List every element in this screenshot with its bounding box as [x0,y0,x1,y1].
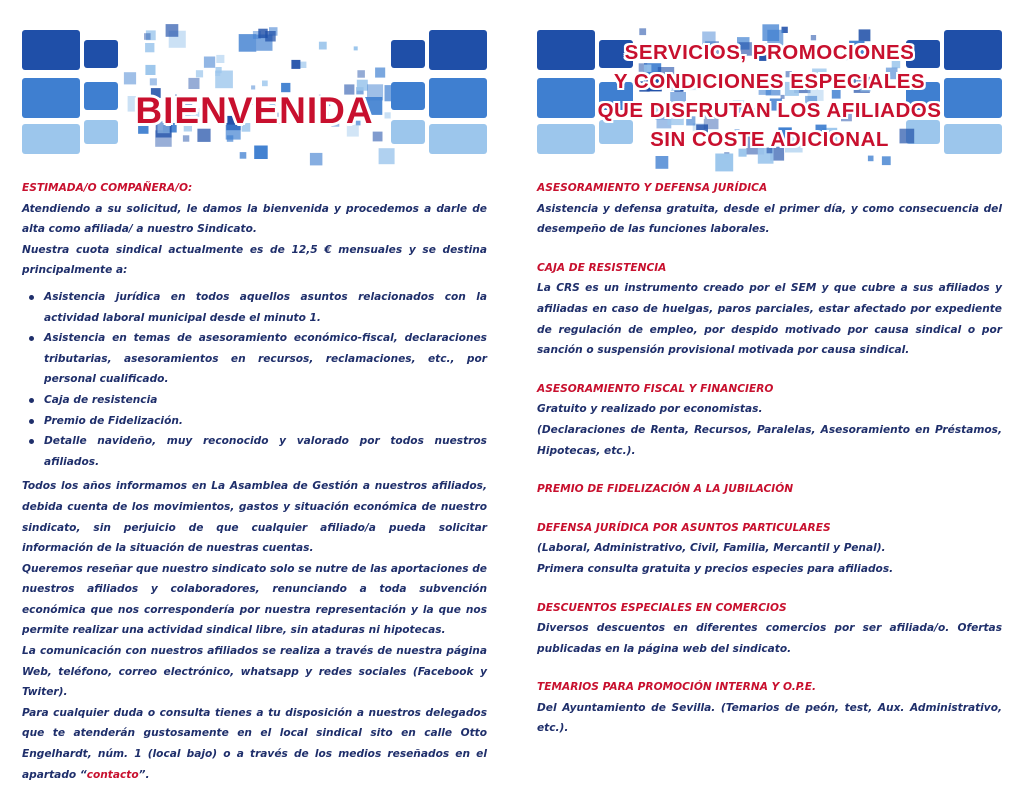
service-text: (Declaraciones de Renta, Recursos, Paralelas, Asesoramiento en Préstamos, Hipotecas, etc.). [537,423,1002,457]
tile [166,24,179,37]
tile [183,135,189,141]
service-text: Asistencia y defensa gratuita, desde el primer día, y como consecuencia del desempeño de las funciones laborales. [537,202,1002,236]
tile [215,71,233,89]
tile [310,153,323,166]
service-heading: DEFENSA JURÍDICA POR ASUNTOS PARTICULARES [537,521,831,534]
tile [145,65,155,75]
service-section [537,479,1002,500]
tile [204,57,215,68]
service-heading: ASESORAMIENTO Y DEFENSA JURÍDICA [537,182,768,194]
banner-title [537,38,1002,154]
tile [22,30,80,70]
tile [150,78,157,85]
service-text: (Laboral, Administrativo, Civil, Familia, Mercantil y Penal). [537,542,886,555]
contact-text-end: ”. [138,768,150,781]
tile [357,70,365,78]
left-panel [22,0,487,781]
tile [391,40,425,68]
intro-paragraph: Atendiendo a su solicitud, le damos la bienvenida y procedemos a darle de alta como afiliada/ a nuestro Sindicato. [22,202,487,236]
tile [639,28,646,35]
service-heading: ASESORAMIENTO FISCAL Y FINANCIERO [537,382,774,395]
tile [145,43,154,52]
banner-title: BIENVENIDA [135,90,374,131]
service-text: La CRS es un instrumento creado por el SEM y que cubre a sus afiliados y afiliadas en caso de huelgas, paros parciales, estar afectado por expediente de regulación de empleo, por despido motivado por causa sindical o por sanción o suspensión provisional motivada por causa sindical. [537,282,1002,357]
tile [239,34,257,52]
services-list [537,178,1002,757]
assembly-paragraph: Todos los años informamos en La Asamblea de Gestión a nuestros afiliados, debida cuenta de los movimientos, gastos y situación económica de nuestro sindicato, sin perjuicio de que cualquier afiliado/a pueda solicitar información de la situación de nuestras cuentas. [22,480,487,555]
tile [319,42,327,50]
service-text: Diversos descuentos en diferentes comercios por ser afiliada/o. Ofertas publicadas en la página web del sindicato. [537,622,1002,655]
service-section [537,598,1002,660]
service-section [537,518,1002,580]
fee-paragraph: Nuestra cuota sindical actualmente es de 12,5 € mensuales y se destina principalmente a: [22,243,487,277]
tile [291,60,300,69]
tile [429,30,487,70]
contact-text: Para cualquier duda o consulta tienes a tu disposición a nuestros delegados que te atenderán gustosamente en el local sindical sito en calle Otto Engelhardt, núm. 1 (local bajo) o a través de los medios reseñados en el apartado “ [22,706,487,781]
service-section [537,178,1002,240]
contact-link[interactable]: contacto [86,768,139,781]
tile [656,156,669,169]
service-heading: PREMIO DE FIDELIZACIÓN A LA JUBILACIÓN [537,483,794,496]
tile [124,72,136,84]
list-item: Asistencia jurídica en todos aquellos asuntos relacionados con la actividad laboral municipal desde el minuto 1. [22,287,487,328]
service-heading: TEMARIOS PARA PROMOCIÓN INTERNA Y O.P.E. [537,681,817,694]
funding-paragraph: Queremos reseñar que nuestro sindicato solo se nutre de las aportaciones de nuestros afiliados y colaboradores, renunciando a toda subvención económica que nos correspondería por nuestra representación y la que nos permite realizar una actividad sindical libre, sin ataduras ni hipotecas. [22,562,487,637]
service-text: Del Ayuntamiento de Sevilla. (Temarios de peón, test, Aux. Administrativo, etc.). [537,701,1002,735]
welcome-banner [22,22,487,162]
list-item: Premio de Fidelización. [22,411,487,432]
greeting: ESTIMADA/O COMPAÑERA/O: [22,182,193,194]
tile [354,46,358,50]
tile [715,154,733,172]
banner-line: SERVICIOS, PROMOCIONES [624,41,915,64]
tile [265,31,276,42]
tile [144,33,151,40]
tile [216,55,224,63]
tile [254,146,268,160]
tile [84,40,118,68]
service-heading: DESCUENTOS ESPECIALES EN COMERCIOS [537,601,787,614]
tile [379,148,395,164]
banner-line: SIN COSTE ADICIONAL [650,128,889,151]
tile [196,70,203,77]
benefits-list [22,287,487,472]
list-item: Asistencia en temas de asesoramiento económico-fiscal, declaraciones tributarias, asesoramientos en recursos, reclamaciones, etc., por personal cualificado. [22,328,487,390]
contact-paragraph [22,703,487,785]
communication-paragraph: La comunicación con nuestros afiliados se realiza a través de nuestra página Web, teléfono, correo electrónico, whatsapp y redes sociales (Facebook y Twiter). [22,645,487,699]
list-item: Detalle navideño, muy reconocido y valorado por todos nuestros afiliados. [22,431,487,472]
tile [375,68,385,78]
service-text: Gratuito y realizado por economistas. [537,403,763,416]
service-heading: CAJA DE RESISTENCIA [537,261,667,274]
tile [373,132,383,142]
services-banner [537,22,1002,162]
service-section [537,258,1002,361]
service-section [537,677,1002,739]
tile [251,85,255,89]
service-text: Primera consulta gratuita y precios especies para afiliados. [537,562,894,575]
banner-line: QUE DISFRUTAN LOS AFILIADOS [597,99,942,122]
right-panel [537,0,1002,735]
tile [300,62,306,68]
list-item: Caja de resistencia [22,390,487,411]
tile [868,156,874,162]
tile [227,135,234,142]
tile [188,78,199,89]
tile [262,81,268,87]
service-section [537,379,1002,461]
welcome-letter [22,178,487,785]
tile [882,156,891,165]
banner-line: Y CONDICIONES ESPECIALES [613,70,926,93]
tile [240,152,247,159]
